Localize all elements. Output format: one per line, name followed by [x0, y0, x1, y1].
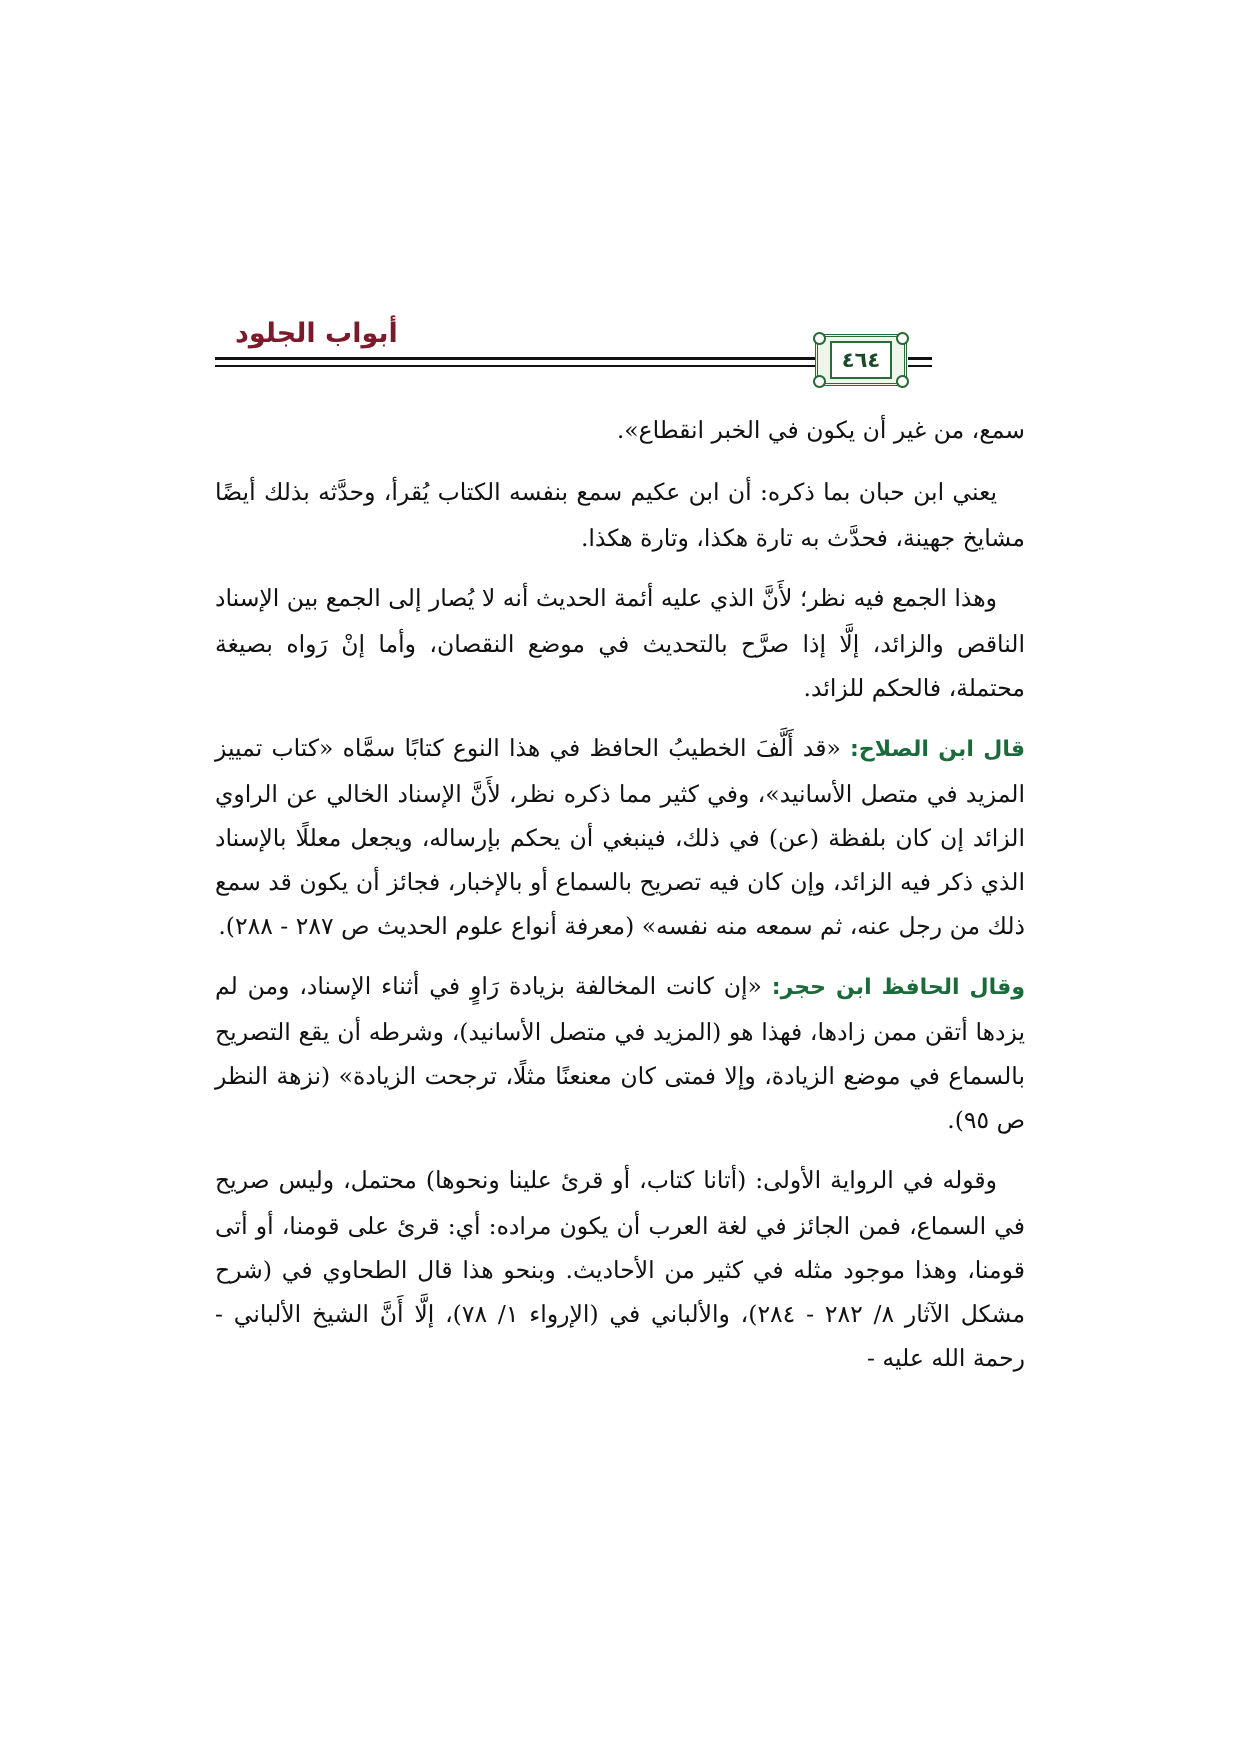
paragraph — [215, 964, 1025, 1142]
frame-corner-ornament — [813, 375, 826, 388]
paragraph-text: «قد أَلَّفَ الخطيبُ الحافظ في هذا النوع كتابًا سمَّاه «كتاب تمييز المزيد في متصل الأسانيد»، وفي كثير مما ذكره نظر، لأَنَّ الإسناد الخالي عن الراوي الزائد إن كان بلفظة (عن) في ذلك، فينبغي أن يحكم بإرساله، ويجعل معللًا بالإسناد الذي ذكر فيه الزائد، وإن كان فيه تصريح بالسماع أو بالإخبار، فجائز أن يكون قد سمع ذلك من رجل عنه، ثم سمعه منه نفسه» (معرفة أنواع علوم الحديث ص ٢٨٧ - ٢٨٨). — [215, 734, 1025, 940]
frame-corner-ornament — [896, 375, 909, 388]
paragraph-text: سمع، من غير أن يكون في الخبر انقطاع». — [616, 416, 1025, 444]
header-rule-right-bottom — [908, 365, 932, 367]
header-rule-bottom — [215, 365, 815, 367]
paragraph-lead: قال ابن الصلاح: — [850, 737, 1025, 762]
paragraph-text: وهذا الجمع فيه نظر؛ لأَنَّ الذي عليه أئمة الحديث أنه لا يُصار إلى الجمع بين الإسناد الناقص والزائد، إلَّا إذا صرَّح بالتحديث في موضع النقصان، وأما إنْ رَواه بصيغة محتملة، فالحكم للزائد. — [214, 584, 1025, 702]
chapter-title: أبواب الجلود — [235, 318, 398, 349]
header-rule-right-top — [908, 357, 932, 360]
paragraph — [215, 408, 1025, 454]
paragraph — [215, 576, 1025, 710]
paragraph-lead: وقال الحافظ ابن حجر: — [771, 975, 1025, 1000]
paragraph — [215, 470, 1025, 560]
paragraph-text: «إن كانت المخالفة بزيادة رَاوٍ في أثناء الإسناد، ومن لم يزدها أتقن ممن زادها، فهذا هو (المزيد في متصل الأسانيد)، وشرطه أن يقع التصريح بالسماع في موضع الزيادة، وإلا فمتى كان معنعنًا مثلًا، ترجحت الزيادة» (نزهة النظر ص ٩٥). — [215, 972, 1025, 1134]
paragraph — [215, 726, 1025, 948]
paragraph-text: يعني ابن حبان بما ذكره: أن ابن عكيم سمع بنفسه الكتاب يُقرأ، وحدَّثه بذلك أيضًا مشايخ جهينة، فحدَّث به تارة هكذا، وتارة هكذا. — [215, 478, 1025, 552]
frame-corner-ornament — [813, 332, 826, 345]
page-number-frame — [815, 334, 907, 386]
paragraph — [215, 1158, 1025, 1380]
frame-corner-ornament — [896, 332, 909, 345]
page-header — [215, 318, 1025, 390]
body-text — [215, 408, 1025, 1396]
page-number: ٤٦٤ — [830, 341, 892, 379]
paragraph-text: وقوله في الرواية الأولى: (أتانا كتاب، أو قرئ علينا ونحوها) محتمل، وليس صريح في السماع، فمن الجائز في لغة العرب أن يكون مراده: أي: قرئ على قومنا، أو أتى قومنا، وهذا موجود مثله في كثير من الأحاديث. وبنحو هذا قال الطحاوي في (شرح مشكل الآثار ٨/ ٢٨٢ - ٢٨٤)، والألباني في (الإرواء ١/ ٧٨)، إلَّا أَنَّ الشيخ الألباني - رحمة الله عليه - — [215, 1166, 1026, 1372]
header-rule-top — [215, 357, 815, 360]
